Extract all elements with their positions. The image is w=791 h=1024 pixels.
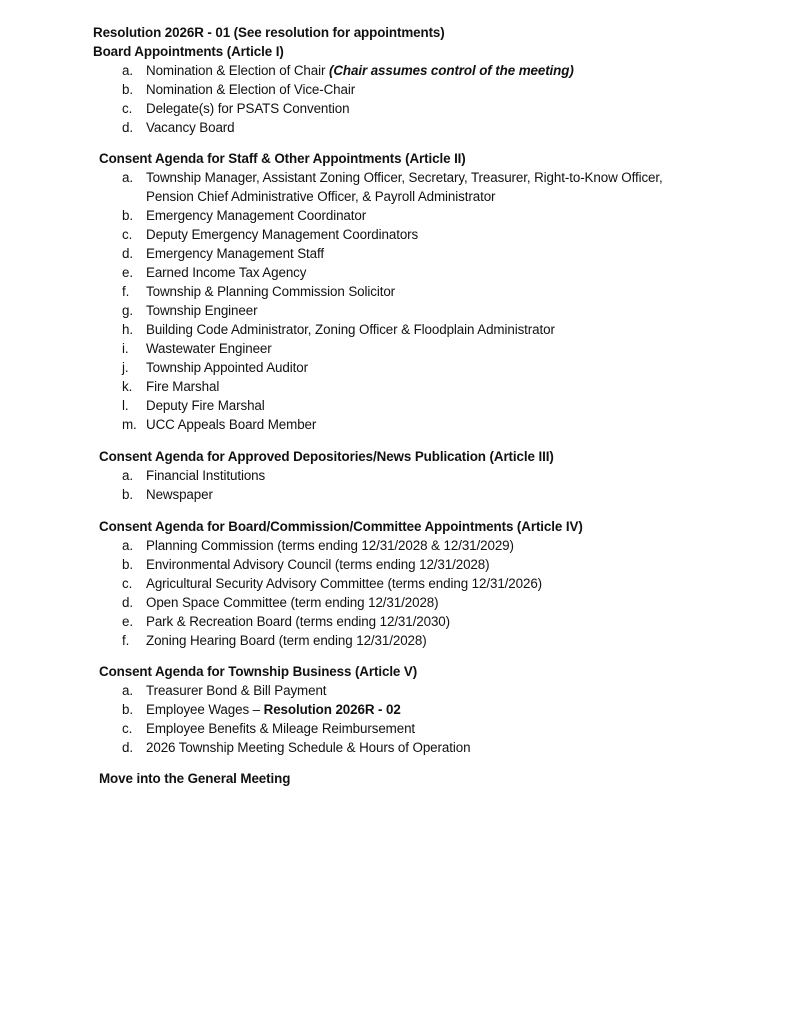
item-text: Vacancy Board bbox=[146, 120, 235, 135]
section-heading-article-4: Consent Agenda for Board/Commission/Committee Appointments (Article IV) bbox=[99, 519, 583, 534]
list-marker: d. bbox=[122, 246, 133, 261]
list-marker: c. bbox=[122, 576, 133, 591]
section-heading-article-5: Consent Agenda for Township Business (Article V) bbox=[99, 664, 418, 679]
list-marker: f. bbox=[122, 284, 130, 299]
item-emphasis: (Chair assumes control of the meeting) bbox=[328, 63, 574, 78]
resolution-heading: Resolution 2026R - 01 (See resolution for appointments) bbox=[93, 25, 445, 40]
item-text: Deputy Fire Marshal bbox=[146, 398, 265, 413]
list-marker: d. bbox=[122, 740, 133, 755]
item-text: Agricultural Security Advisory Committee (terms ending 12/31/2026) bbox=[146, 576, 543, 591]
item-text: Zoning Hearing Board (term ending 12/31/2028) bbox=[146, 633, 427, 648]
item-text: Employee Wages – bbox=[146, 702, 264, 717]
item-text: Planning Commission (terms ending 12/31/2028 & 12/31/2029) bbox=[146, 538, 514, 553]
item-text: Delegate(s) for PSATS Convention bbox=[146, 101, 350, 116]
item-text: Nomination & Election of Vice-Chair bbox=[146, 82, 356, 97]
item-text: Emergency Management Staff bbox=[146, 246, 325, 261]
list-marker: b. bbox=[122, 557, 133, 572]
list-marker: d. bbox=[122, 120, 133, 135]
list-marker: c. bbox=[122, 227, 133, 242]
list-marker: b. bbox=[122, 702, 133, 717]
list-marker: m. bbox=[122, 417, 137, 432]
list-marker: g. bbox=[122, 303, 133, 318]
item-text: Deputy Emergency Management Coordinators bbox=[146, 227, 419, 242]
item-text: Open Space Committee (term ending 12/31/2028) bbox=[146, 595, 439, 610]
item-text: Township Engineer bbox=[146, 303, 258, 318]
section-heading-article-2: Consent Agenda for Staff & Other Appointments (Article II) bbox=[99, 151, 466, 166]
list-marker: k. bbox=[122, 379, 133, 394]
list-marker: a. bbox=[122, 538, 133, 553]
list-marker: c. bbox=[122, 101, 133, 116]
list-marker: l. bbox=[122, 398, 129, 413]
item-text: Township & Planning Commission Solicitor bbox=[146, 284, 396, 299]
list-marker: j. bbox=[122, 360, 129, 375]
item-text: Environmental Advisory Council (terms ending 12/31/2028) bbox=[146, 557, 490, 572]
item-text: Financial Institutions bbox=[146, 468, 266, 483]
list-marker: b. bbox=[122, 82, 133, 97]
section-heading-article-3: Consent Agenda for Approved Depositories/News Publication (Article III) bbox=[99, 449, 554, 464]
list-marker: f. bbox=[122, 633, 130, 648]
list-marker: i. bbox=[122, 341, 129, 356]
list-marker: e. bbox=[122, 265, 133, 280]
item-text: Township Appointed Auditor bbox=[146, 360, 308, 375]
list-marker: a. bbox=[122, 683, 133, 698]
list-marker: b. bbox=[122, 208, 133, 223]
list-marker: e. bbox=[122, 614, 133, 629]
list-marker: d. bbox=[122, 595, 133, 610]
item-text: Emergency Management Coordinator bbox=[146, 208, 367, 223]
item-text: Park & Recreation Board (terms ending 12/31/2030) bbox=[146, 614, 451, 629]
list-marker: b. bbox=[122, 487, 133, 502]
list-marker: a. bbox=[122, 170, 133, 185]
list-marker: a. bbox=[122, 468, 133, 483]
item-text: 2026 Township Meeting Schedule & Hours of Operation bbox=[146, 740, 471, 755]
list-marker: c. bbox=[122, 721, 133, 736]
closing-heading: Move into the General Meeting bbox=[99, 771, 291, 786]
resolution-reference: Resolution 2026R - 02 bbox=[263, 702, 401, 717]
item-text: Fire Marshal bbox=[146, 379, 220, 394]
section-heading-article-1: Board Appointments (Article I) bbox=[93, 44, 284, 59]
item-text: UCC Appeals Board Member bbox=[146, 417, 317, 432]
item-text: Wastewater Engineer bbox=[146, 341, 272, 356]
list-marker: h. bbox=[122, 322, 133, 337]
item-text: Earned Income Tax Agency bbox=[146, 265, 307, 280]
item-text: Nomination & Election of Chair bbox=[146, 63, 329, 78]
item-text: Building Code Administrator, Zoning Officer & Floodplain Administrator bbox=[146, 322, 555, 337]
list-marker: a. bbox=[122, 63, 133, 78]
item-text: Township Manager, Assistant Zoning Officer, Secretary, Treasurer, Right-to-Know Officer, Pension Chief Administrative Officer, & Payroll Administrator bbox=[146, 170, 663, 204]
item-text: Employee Benefits & Mileage Reimbursement bbox=[146, 721, 416, 736]
item-text: Treasurer Bond & Bill Payment bbox=[146, 683, 327, 698]
item-text: Newspaper bbox=[146, 487, 213, 502]
